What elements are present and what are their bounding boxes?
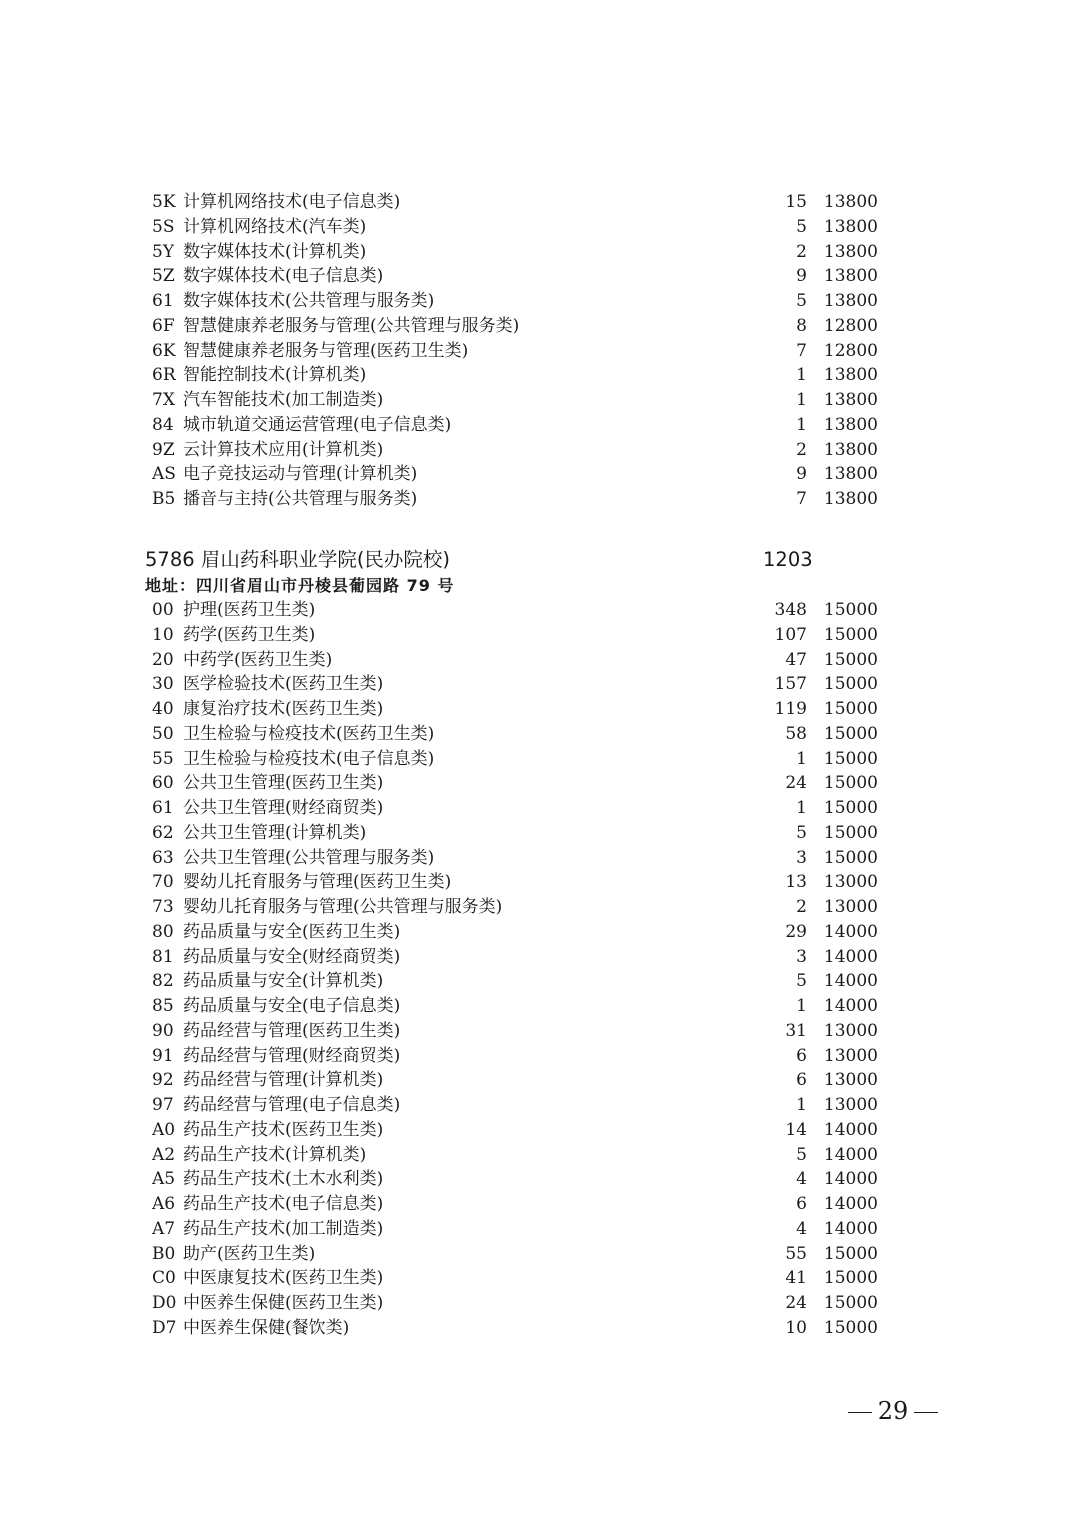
enrollment-count: 5 [796, 291, 807, 311]
program-code: 5Y [152, 241, 175, 262]
program-row [152, 722, 882, 747]
enrollment-count: 9 [796, 464, 807, 485]
tuition-fee: 15000 [823, 798, 878, 818]
program-name: 数字媒体技术(电子信息类) [183, 266, 384, 287]
program-list-school [152, 598, 882, 1341]
program-code: 6F [152, 315, 175, 336]
program-code: 92 [152, 1070, 174, 1091]
program-row [152, 796, 882, 821]
program-code: 50 [152, 723, 174, 744]
school-address: 地址：四川省眉山市丹棱县葡园路 79 号 [145, 576, 455, 595]
program-code: 20 [152, 649, 174, 670]
enrollment-count: 348 [774, 600, 807, 620]
enrollment-count: 55 [785, 1243, 807, 1264]
program-code: 6R [152, 365, 176, 386]
program-name: 智慧健康养老服务与管理(公共管理与服务类) [183, 315, 520, 336]
program-code: 82 [152, 971, 174, 992]
tuition-fee: 14000 [823, 971, 878, 992]
program-code: 5S [152, 216, 175, 237]
program-row [152, 1291, 882, 1316]
program-name: 医学检验技术(医药卫生类) [183, 674, 384, 695]
enrollment-count: 31 [785, 1020, 807, 1041]
program-name: 智能控制技术(计算机类) [183, 365, 367, 386]
tuition-fee: 15000 [823, 773, 878, 794]
program-row [152, 363, 882, 388]
program-row [152, 190, 882, 215]
program-row [152, 920, 882, 945]
program-row [152, 1019, 882, 1044]
program-code: 5K [152, 192, 176, 212]
program-name: 汽车智能技术(加工制造类) [183, 390, 384, 410]
enrollment-count: 13 [785, 872, 807, 893]
program-row [152, 1266, 882, 1291]
program-row [152, 945, 882, 970]
enrollment-count: 5 [796, 971, 807, 992]
tuition-fee: 15000 [823, 723, 878, 744]
tuition-fee: 15000 [823, 1293, 878, 1313]
enrollment-count: 41 [785, 1268, 807, 1289]
enrollment-count: 5 [796, 822, 807, 843]
program-name: 公共卫生管理(公共管理与服务类) [183, 847, 435, 868]
program-code: A5 [152, 1169, 176, 1190]
enrollment-count: 3 [796, 946, 807, 967]
program-row [152, 870, 882, 895]
enrollment-count: 107 [774, 624, 807, 645]
program-row [152, 771, 882, 796]
program-name: 数字媒体技术(公共管理与服务类) [183, 291, 435, 311]
tuition-fee: 13800 [823, 439, 878, 460]
program-name: 药品经营与管理(财经商贸类) [183, 1045, 401, 1066]
enrollment-count: 24 [785, 1293, 807, 1313]
program-name: 药品生产技术(加工制造类) [183, 1218, 384, 1239]
enrollment-count: 6 [796, 1194, 807, 1214]
program-code: A7 [152, 1218, 176, 1239]
program-name: 中医养生保健(餐饮类) [183, 1317, 350, 1338]
program-code: B5 [152, 489, 176, 509]
program-name: 城市轨道交通运营管理(电子信息类) [183, 414, 452, 435]
program-code: 10 [152, 624, 174, 645]
enrollment-count: 3 [796, 847, 807, 868]
program-name: 药品经营与管理(电子信息类) [183, 1095, 401, 1115]
program-name: 数字媒体技术(计算机类) [183, 241, 367, 262]
tuition-fee: 13000 [823, 1095, 878, 1115]
enrollment-count: 2 [796, 439, 807, 460]
program-code: 80 [152, 921, 174, 942]
tuition-fee: 14000 [823, 1194, 878, 1214]
program-name: 公共卫生管理(计算机类) [183, 822, 367, 843]
enrollment-count: 1 [796, 996, 807, 1016]
program-name: 中医康复技术(医药卫生类) [183, 1268, 384, 1289]
program-row [152, 1167, 882, 1192]
tuition-fee: 15000 [823, 1243, 878, 1264]
program-name: 药品经营与管理(医药卫生类) [183, 1020, 401, 1041]
program-name: 助产(医药卫生类) [183, 1243, 316, 1264]
school-total-enrollment: 1203 [763, 548, 813, 571]
tuition-fee: 13000 [823, 1045, 878, 1066]
tuition-fee: 13800 [823, 464, 878, 485]
tuition-fee: 12800 [823, 340, 878, 361]
program-name: 药学(医药卫生类) [183, 624, 316, 645]
program-row [152, 438, 882, 463]
program-row [152, 1242, 882, 1267]
program-name: 计算机网络技术(电子信息类) [183, 192, 401, 212]
program-name: 卫生检验与检疫技术(医药卫生类) [183, 723, 435, 744]
program-name: 公共卫生管理(医药卫生类) [183, 773, 384, 794]
program-row [152, 1068, 882, 1093]
tuition-fee: 13800 [823, 266, 878, 287]
tuition-fee: 13800 [823, 216, 878, 237]
program-row [152, 895, 882, 920]
program-name: 电子竞技运动与管理(计算机类) [183, 464, 418, 485]
tuition-fee: 12800 [823, 315, 878, 336]
program-code: AS [152, 464, 176, 485]
tuition-fee: 14000 [823, 946, 878, 967]
tuition-fee: 15000 [823, 847, 878, 868]
tuition-fee: 13000 [823, 872, 878, 893]
program-row [152, 339, 882, 364]
tuition-fee: 14000 [823, 996, 878, 1016]
program-code: 60 [152, 773, 174, 794]
program-code: B0 [152, 1243, 176, 1264]
program-row [152, 1044, 882, 1069]
enrollment-count: 4 [796, 1169, 807, 1190]
enrollment-count: 14 [785, 1119, 807, 1140]
enrollment-count: 5 [796, 216, 807, 237]
program-code: 7X [152, 390, 175, 410]
program-name: 药品质量与安全(医药卫生类) [183, 921, 401, 942]
enrollment-count: 157 [774, 674, 807, 695]
enrollment-count: 29 [785, 921, 807, 942]
enrollment-count: 2 [796, 241, 807, 262]
tuition-fee: 15000 [823, 1317, 878, 1338]
enrollment-count: 1 [796, 748, 807, 769]
tuition-fee: 14000 [823, 1169, 878, 1190]
program-name: 药品质量与安全(电子信息类) [183, 996, 401, 1016]
enrollment-count: 47 [785, 649, 807, 670]
program-name: 婴幼儿托育服务与管理(公共管理与服务类) [183, 897, 503, 917]
program-row [152, 1316, 882, 1341]
tuition-fee: 14000 [823, 1218, 878, 1239]
program-code: 84 [152, 414, 174, 435]
program-code: A2 [152, 1144, 176, 1165]
program-name: 药品经营与管理(计算机类) [183, 1070, 384, 1091]
program-code: 61 [152, 798, 174, 818]
enrollment-count: 7 [796, 340, 807, 361]
program-code: 5Z [152, 266, 175, 287]
enrollment-count: 8 [796, 315, 807, 336]
program-row [152, 846, 882, 871]
enrollment-count: 24 [785, 773, 807, 794]
program-code: A6 [152, 1194, 176, 1214]
program-row [152, 1143, 882, 1168]
tuition-fee: 13000 [823, 897, 878, 917]
program-row [152, 1118, 882, 1143]
program-row [152, 747, 882, 772]
program-row [152, 648, 882, 673]
program-code: 73 [152, 897, 174, 917]
program-name: 卫生检验与检疫技术(电子信息类) [183, 748, 435, 769]
program-row [152, 969, 882, 994]
tuition-fee: 15000 [823, 748, 878, 769]
tuition-fee: 15000 [823, 600, 878, 620]
tuition-fee: 13800 [823, 390, 878, 410]
program-row [152, 264, 882, 289]
program-name: 公共卫生管理(财经商贸类) [183, 798, 384, 818]
enrollment-count: 1 [796, 414, 807, 435]
tuition-fee: 13800 [823, 291, 878, 311]
enrollment-count: 10 [785, 1317, 807, 1338]
tuition-fee: 14000 [823, 1144, 878, 1165]
program-name: 中药学(医药卫生类) [183, 649, 333, 670]
program-row [152, 413, 882, 438]
tuition-fee: 15000 [823, 674, 878, 695]
program-code: C0 [152, 1268, 176, 1289]
program-code: 30 [152, 674, 174, 695]
enrollment-count: 58 [785, 723, 807, 744]
program-row [152, 289, 882, 314]
program-row [152, 1093, 882, 1118]
program-name: 药品生产技术(计算机类) [183, 1144, 367, 1165]
enrollment-count: 6 [796, 1070, 807, 1091]
program-code: 62 [152, 822, 174, 843]
program-name: 药品生产技术(医药卫生类) [183, 1119, 384, 1140]
program-code: 61 [152, 291, 174, 311]
program-row [152, 672, 882, 697]
tuition-fee: 15000 [823, 699, 878, 719]
tuition-fee: 13000 [823, 1020, 878, 1041]
program-code: 85 [152, 996, 174, 1016]
program-name: 计算机网络技术(汽车类) [183, 216, 367, 237]
page-number [838, 1394, 948, 1428]
enrollment-count: 2 [796, 897, 807, 917]
program-row [152, 598, 882, 623]
tuition-fee: 13800 [823, 414, 878, 435]
program-row [152, 314, 882, 339]
program-code: 55 [152, 748, 174, 769]
tuition-fee: 13800 [823, 241, 878, 262]
program-name: 药品质量与安全(财经商贸类) [183, 946, 401, 967]
enrollment-count: 1 [796, 390, 807, 410]
program-code: D7 [152, 1317, 177, 1338]
enrollment-count: 15 [785, 192, 807, 212]
program-row [152, 240, 882, 265]
program-code: 70 [152, 872, 174, 893]
program-row [152, 821, 882, 846]
enrollment-count: 119 [774, 699, 807, 719]
program-name: 药品生产技术(电子信息类) [183, 1194, 384, 1214]
program-row [152, 388, 882, 413]
school-name: 5786 眉山药科职业学院(民办院校) [145, 548, 451, 571]
tuition-fee: 15000 [823, 649, 878, 670]
tuition-fee: 13800 [823, 192, 878, 212]
program-row [152, 462, 882, 487]
program-code: 6K [152, 340, 176, 361]
tuition-fee: 13800 [823, 489, 878, 509]
enrollment-count: 4 [796, 1218, 807, 1239]
tuition-fee: 14000 [823, 921, 878, 942]
tuition-fee: 15000 [823, 624, 878, 645]
program-name: 药品生产技术(土木水利类) [183, 1169, 384, 1190]
program-code: A0 [152, 1119, 176, 1140]
enrollment-count: 5 [796, 1144, 807, 1165]
program-code: 9Z [152, 439, 175, 460]
program-name: 智慧健康养老服务与管理(医药卫生类) [183, 340, 469, 361]
enrollment-count: 7 [796, 489, 807, 509]
page-number-dash-right [914, 1412, 938, 1413]
enrollment-count: 9 [796, 266, 807, 287]
program-code: D0 [152, 1293, 177, 1313]
tuition-fee: 13800 [823, 365, 878, 386]
program-code: 91 [152, 1045, 174, 1066]
program-name: 中医养生保健(医药卫生类) [183, 1293, 384, 1313]
program-code: 81 [152, 946, 174, 967]
program-list-continued [152, 190, 882, 512]
program-name: 药品质量与安全(计算机类) [183, 971, 384, 992]
program-name: 康复治疗技术(医药卫生类) [183, 699, 384, 719]
program-row [152, 487, 882, 512]
program-row [152, 1217, 882, 1242]
program-row [152, 697, 882, 722]
enrollment-count: 1 [796, 798, 807, 818]
program-code: 00 [152, 600, 174, 620]
enrollment-count: 6 [796, 1045, 807, 1066]
program-code: 63 [152, 847, 174, 868]
school-header [145, 545, 845, 575]
tuition-fee: 13000 [823, 1070, 878, 1091]
page-number-dash-left [848, 1412, 872, 1413]
program-name: 婴幼儿托育服务与管理(医药卫生类) [183, 872, 452, 893]
enrollment-count: 1 [796, 1095, 807, 1115]
page-number-value: 29 [877, 1397, 909, 1425]
program-name: 护理(医药卫生类) [183, 600, 316, 620]
program-name: 云计算技术应用(计算机类) [183, 439, 384, 460]
program-name: 播音与主持(公共管理与服务类) [183, 489, 418, 509]
tuition-fee: 15000 [823, 1268, 878, 1289]
program-row [152, 994, 882, 1019]
tuition-fee: 15000 [823, 822, 878, 843]
enrollment-count: 1 [796, 365, 807, 386]
program-row [152, 1192, 882, 1217]
program-code: 40 [152, 699, 174, 719]
tuition-fee: 14000 [823, 1119, 878, 1140]
program-code: 97 [152, 1095, 174, 1115]
program-code: 90 [152, 1020, 174, 1041]
program-row [152, 623, 882, 648]
program-row [152, 215, 882, 240]
